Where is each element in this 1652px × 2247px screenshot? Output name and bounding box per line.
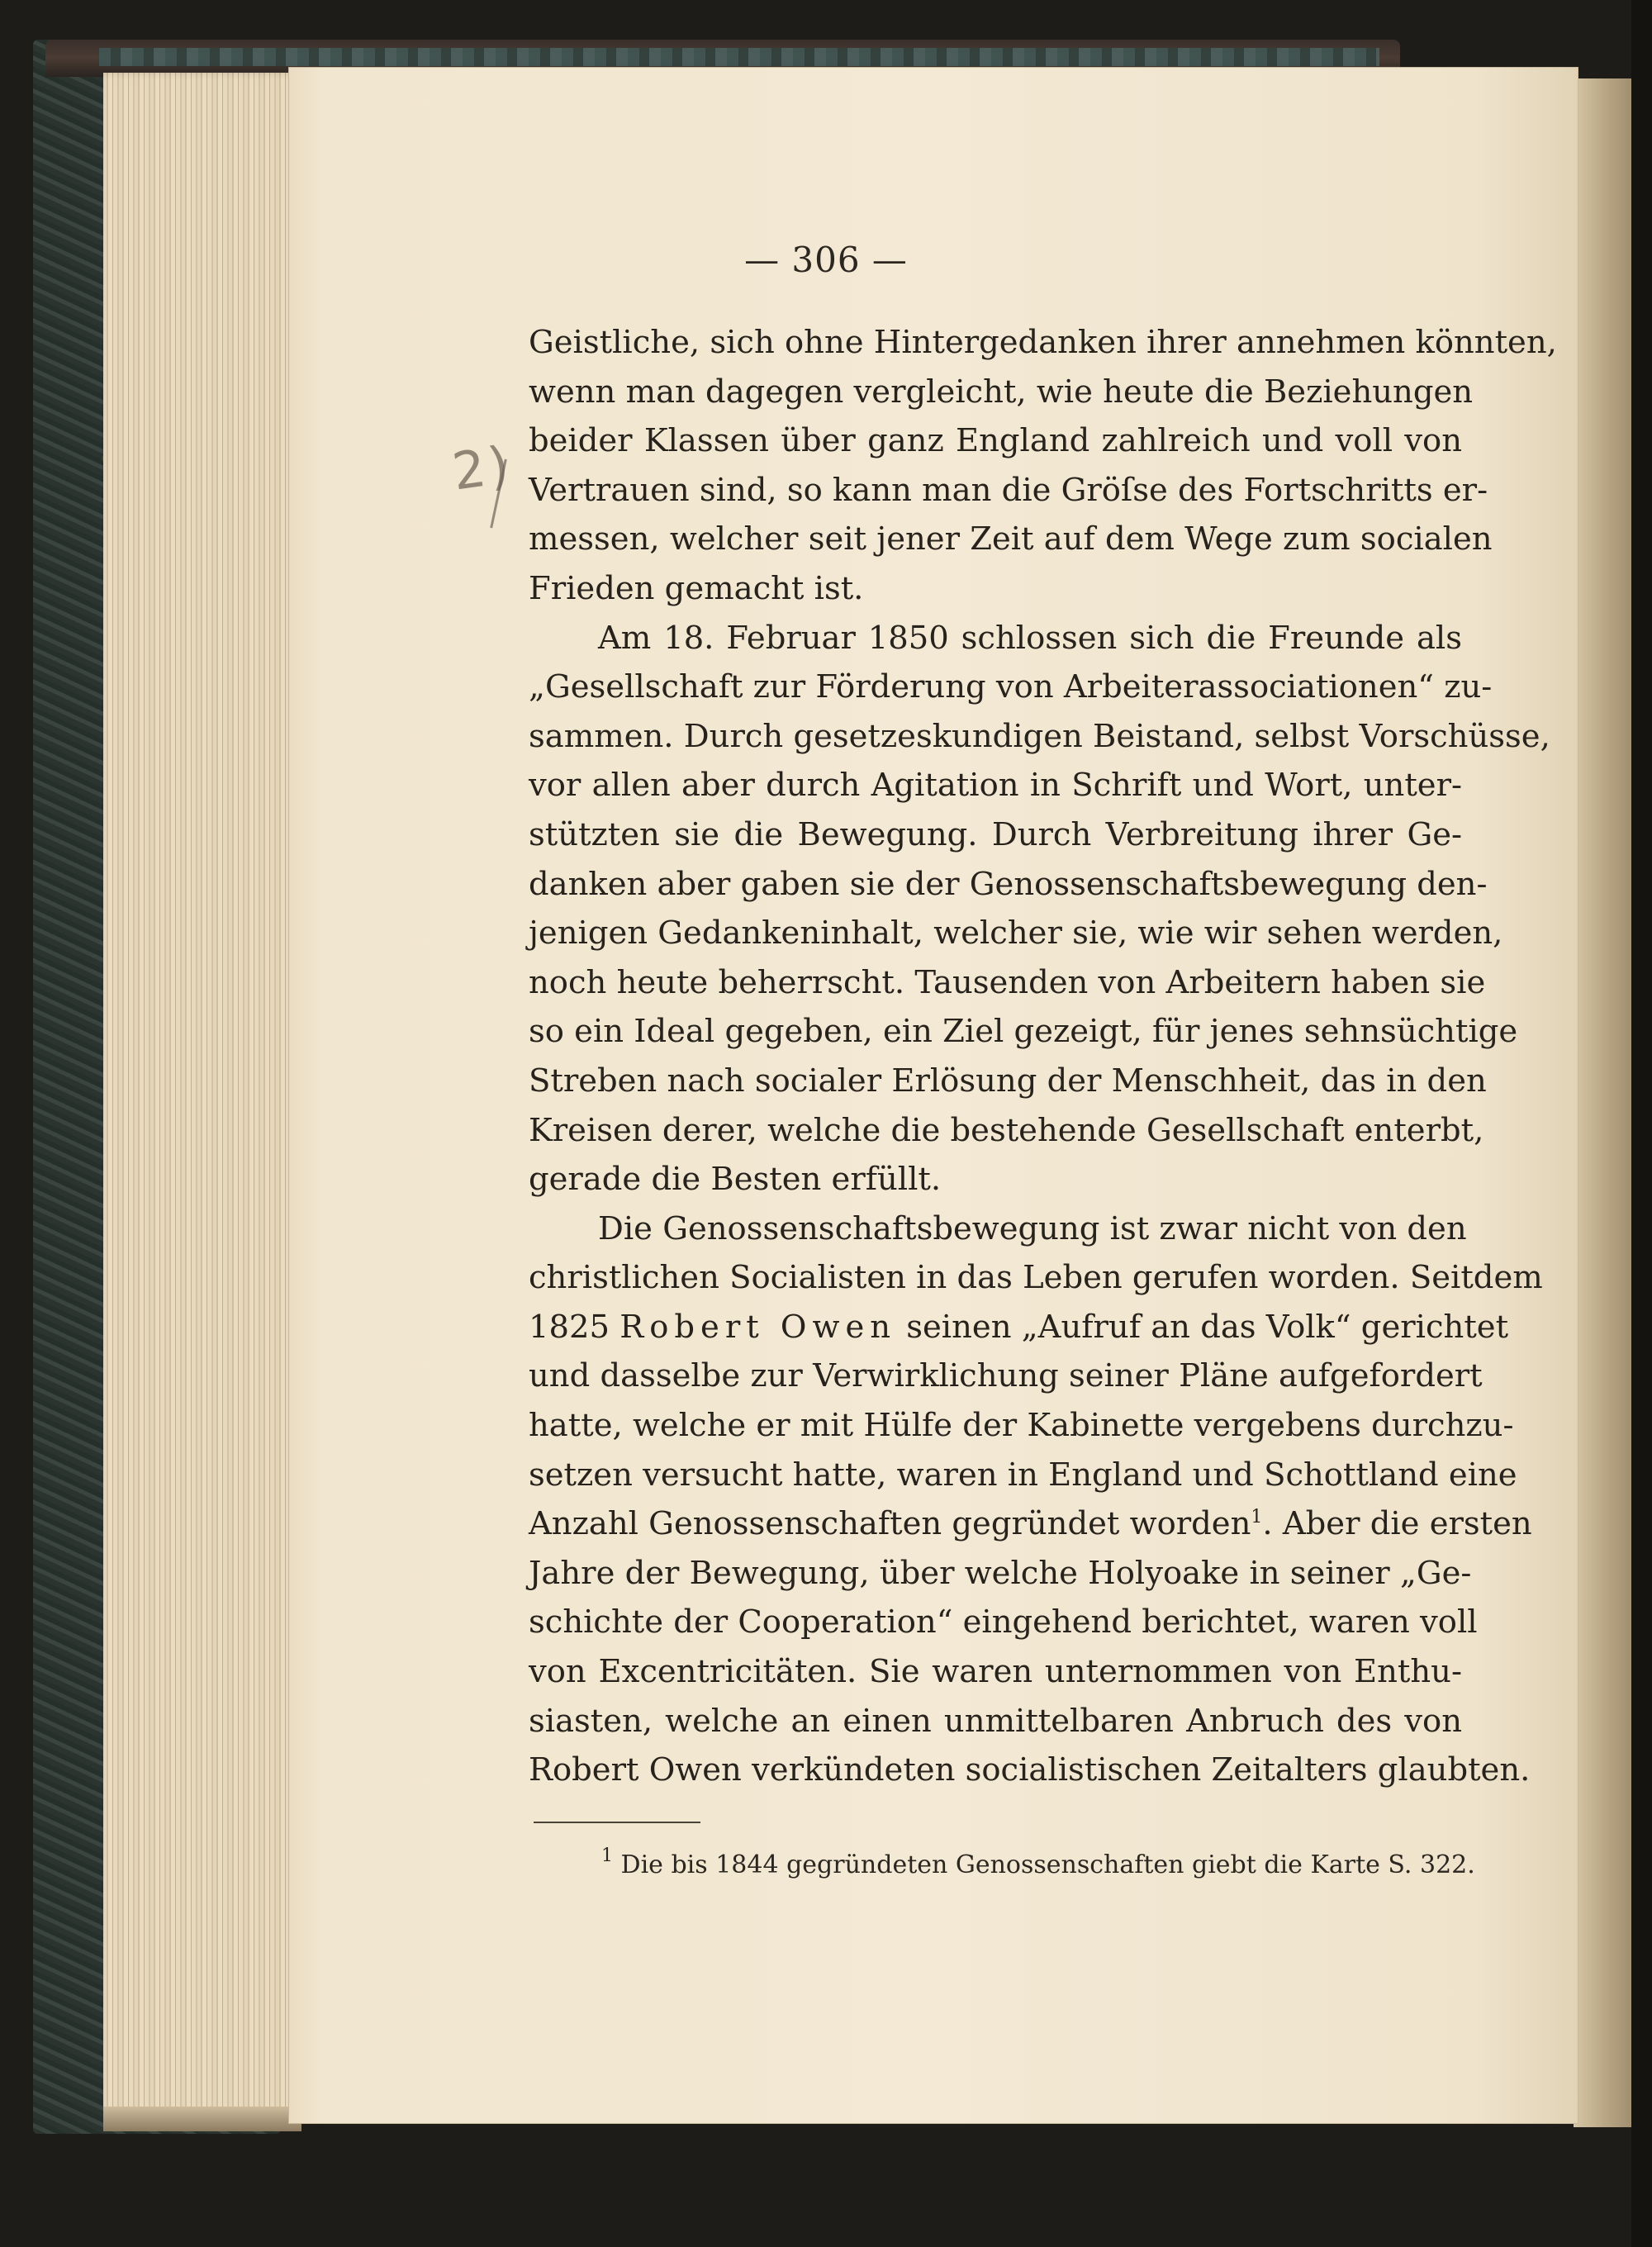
text-line: vor allen aber durch Agitation in Schrift und Wort, unter- xyxy=(529,767,1462,805)
footnote-marker: 1 xyxy=(601,1846,613,1866)
text-line: hatte, welche er mit Hülfe der Kabinette vergebens durchzu- xyxy=(529,1407,1514,1445)
text-line: und dasselbe zur Verwirklichung seiner Pläne aufgefordert xyxy=(529,1357,1483,1395)
text-line: Frieden gemacht ist. xyxy=(529,569,864,607)
text-line: Die Genossenschaftsbewegung ist zwar nicht von den xyxy=(598,1209,1467,1247)
text-line: Geistliche, sich ohne Hintergedanken ihrer annehmen könnten, xyxy=(529,324,1557,361)
text-line: schichte der Cooperation“ eingehend berichtet, waren voll xyxy=(529,1603,1478,1641)
text-line: jenigen Gedankeninhalt, welcher sie, wie wir sehen werden, xyxy=(529,914,1503,952)
body-text xyxy=(529,318,1557,1795)
text-line: danken aber gaben sie der Genossenschaftsbewegung den- xyxy=(529,865,1488,903)
person-name: Robert Owen xyxy=(620,1308,897,1346)
margin-note: 2) xyxy=(449,434,516,502)
background-right xyxy=(1631,0,1652,2247)
text-line: Streben nach socialer Erlösung der Menschheit, das in den xyxy=(529,1062,1487,1100)
text-line: beider Klassen über ganz England zahlreich und voll von xyxy=(529,422,1462,460)
page-number: — 306 — xyxy=(744,240,908,280)
text-line: christlichen Socialisten in das Leben gerufen worden. Seitdem xyxy=(529,1259,1543,1297)
text-line: sammen. Durch gesetzeskundigen Beistand, selbst Vorschüsse, xyxy=(529,717,1550,755)
text-line: Vertrauen sind, so kann man die Gröſse des Fortschritts er- xyxy=(529,471,1488,509)
text-line: gerade die Besten erfüllt. xyxy=(529,1161,942,1199)
cover-pattern xyxy=(99,48,1379,66)
paragraph-group xyxy=(529,1549,1531,1795)
text-line: Am 18. Februar 1850 schlossen sich die Freunde als xyxy=(598,619,1462,657)
text-line: wenn man dagegen vergleicht, wie heute die Beziehungen xyxy=(529,373,1474,411)
text-line: noch heute beherrscht. Tausenden von Arbeitern haben sie xyxy=(529,963,1486,1001)
footnote-text: Die bis 1844 gegründeten Genossenschaften giebt die Karte S. 322. xyxy=(613,1850,1475,1879)
text-line: messen, welcher seit jener Zeit auf dem Wege zum socialen xyxy=(529,520,1493,558)
page-edges xyxy=(103,73,301,2121)
text-line: so ein Ideal gegeben, ein Ziel gezeigt, für jenes sehnsüchtige xyxy=(529,1013,1518,1051)
text-line: 1825 Robert Owen seinen „Aufruf an das Volk“ gerichtet xyxy=(529,1308,1509,1346)
paragraph-group xyxy=(529,318,1557,1303)
text-line: setzen versucht hatte, waren in England und Schottland eine xyxy=(529,1456,1517,1494)
text-line: siasten, welche an einen unmittelbaren Anbruch des von xyxy=(529,1702,1462,1740)
text-line: stützten sie die Bewegung. Durch Verbreitung ihrer Ge- xyxy=(529,815,1462,853)
footnote-separator xyxy=(534,1822,700,1823)
text-line: von Excentricitäten. Sie waren unternommen von Enthu- xyxy=(529,1653,1462,1691)
text-line: Robert Owen verkündeten socialistischen Zeitalters glaubten. xyxy=(529,1751,1531,1789)
text-line: Anzahl Genossenschaften gegründet worden$^1$. Aber die ersten xyxy=(529,1505,1532,1543)
text-line: Jahre der Bewegung, über welche Holyoake in seiner „Ge- xyxy=(529,1554,1472,1592)
paragraph-group xyxy=(529,1352,1517,1499)
footnote xyxy=(601,1846,1475,1884)
footnote-reference: 1 xyxy=(1251,1507,1263,1528)
page-edges-bottom xyxy=(103,2107,301,2131)
text-line: „Gesellschaft zur Förderung von Arbeiterassociationen“ zu- xyxy=(529,668,1493,706)
text-line: Kreisen derer, welche die bestehende Gesellschaft enterbt, xyxy=(529,1111,1484,1149)
